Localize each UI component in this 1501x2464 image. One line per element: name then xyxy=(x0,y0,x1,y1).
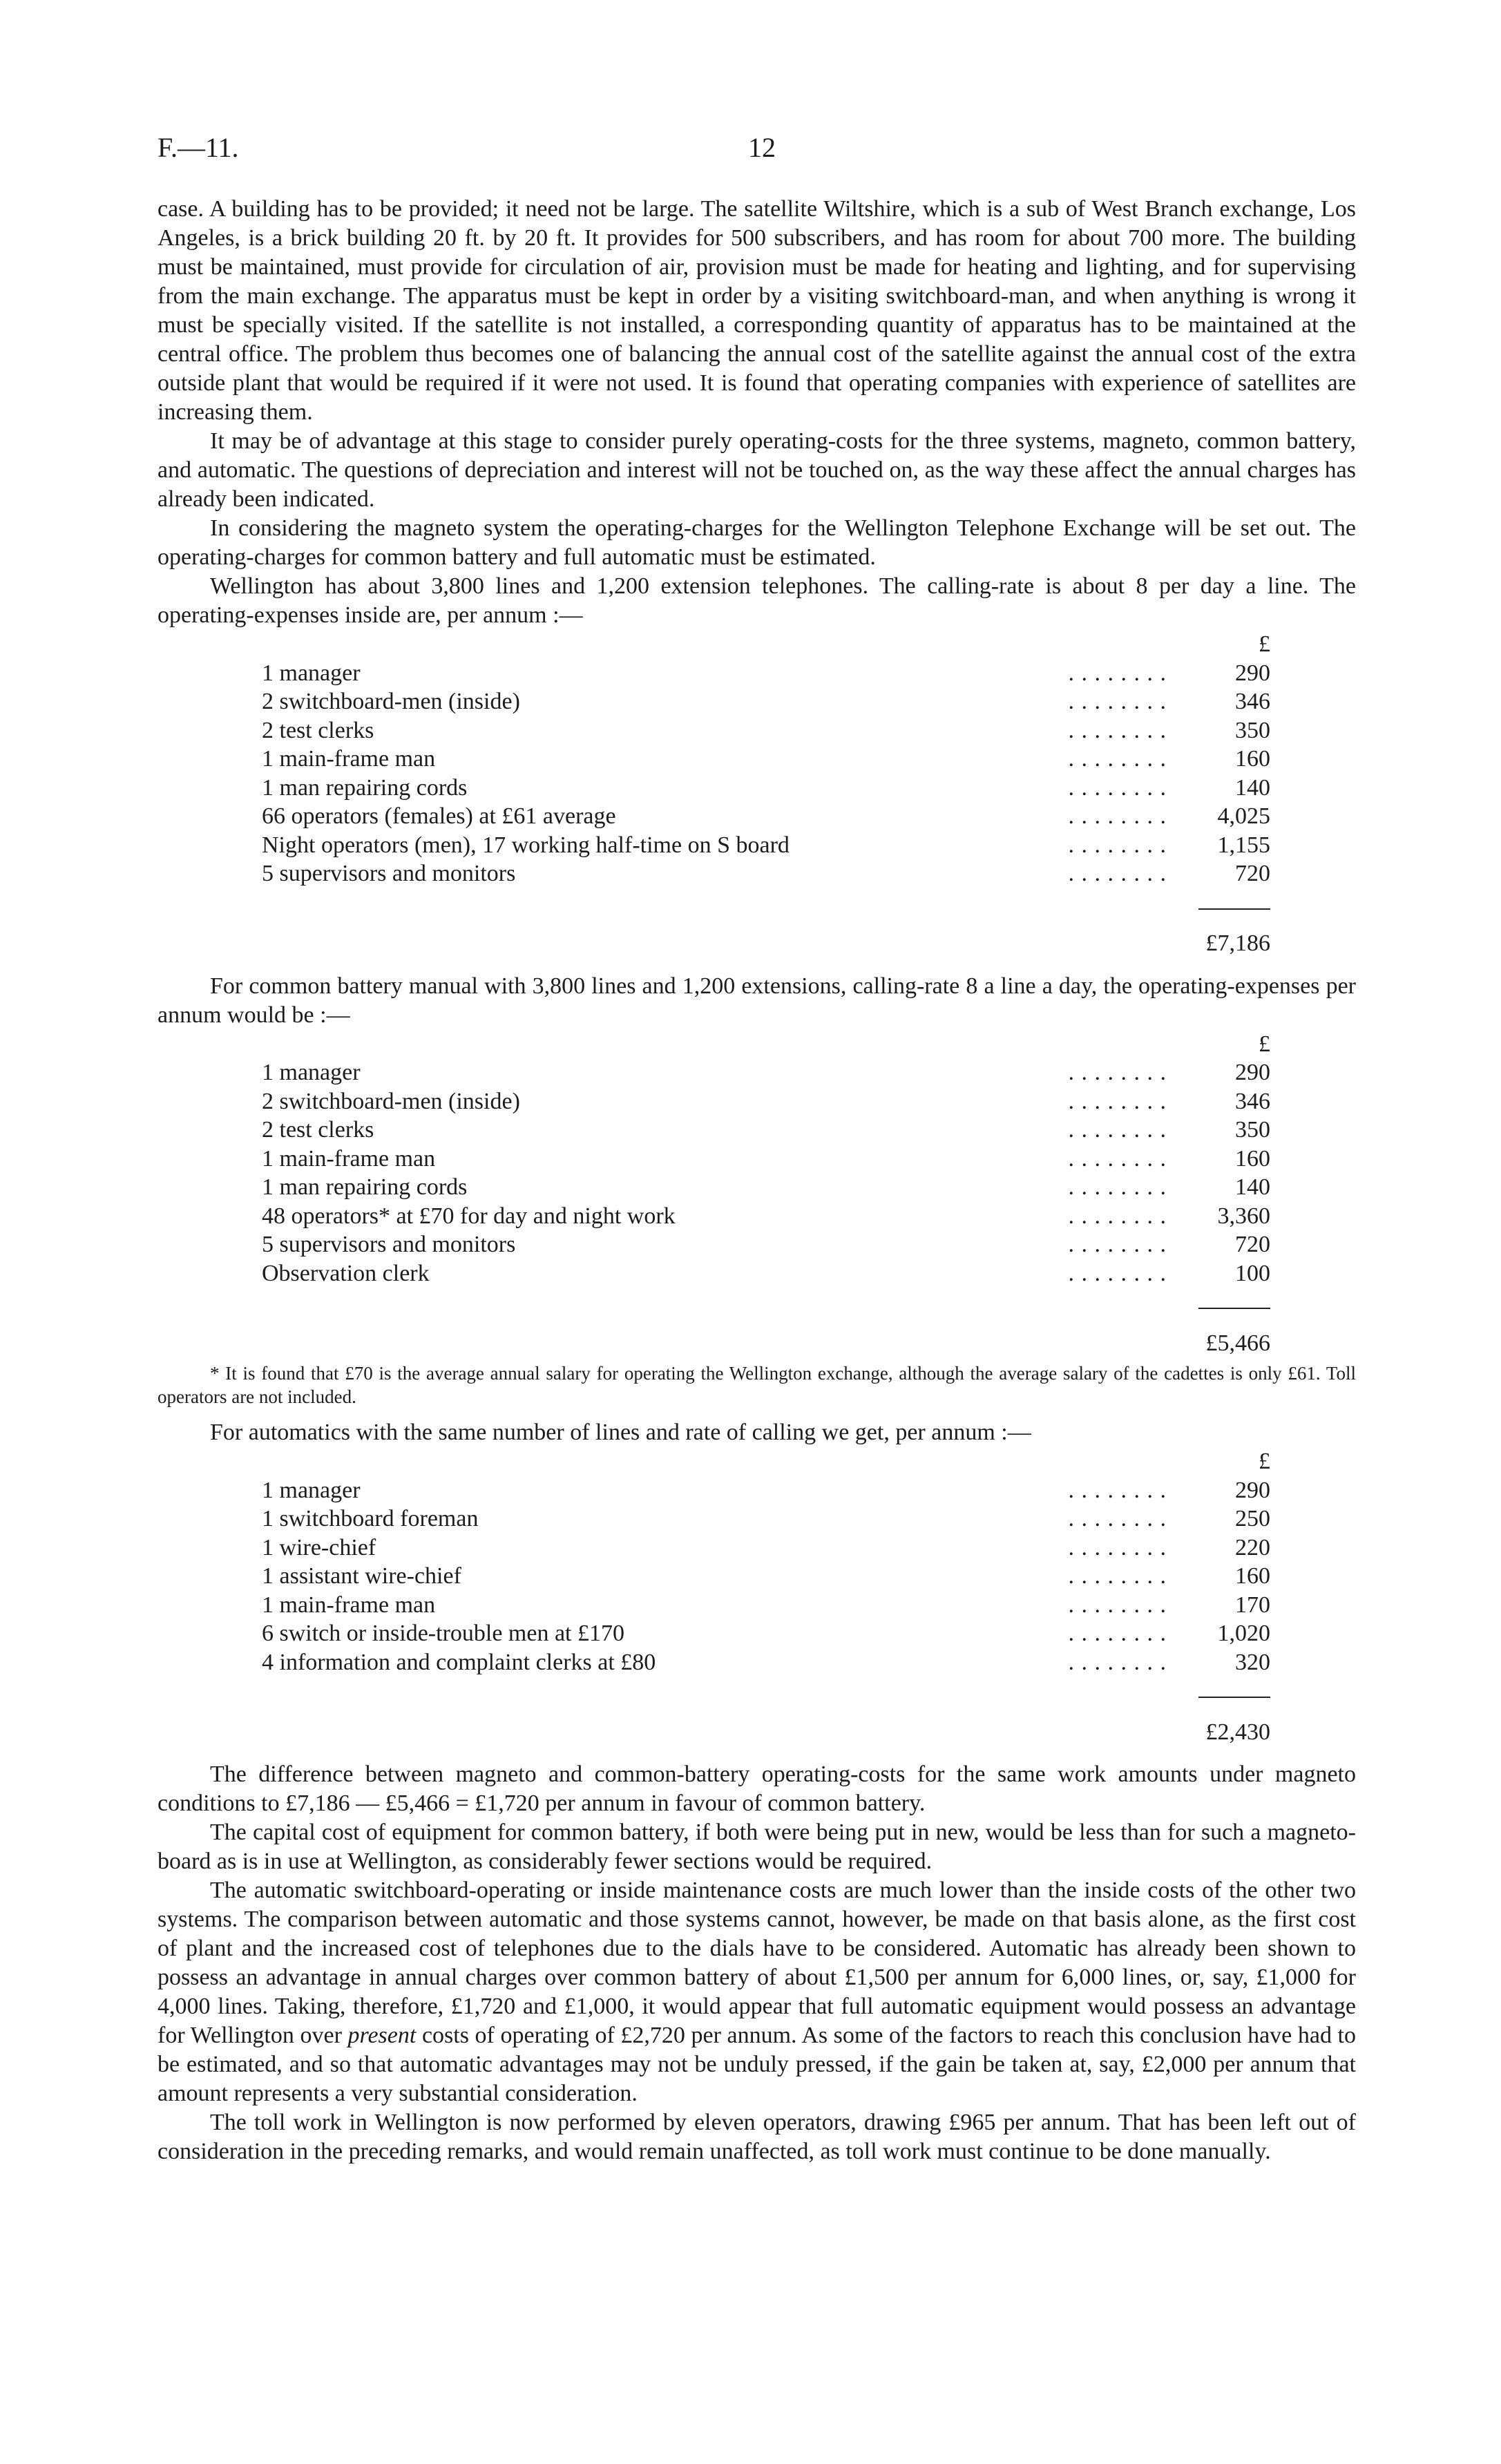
leader-dots: . . . . . . . . xyxy=(1068,803,1167,830)
leader-dots: . . . . . . . . xyxy=(1068,1060,1167,1086)
leader-dots: . . . . . . . . xyxy=(1068,1203,1167,1229)
paragraph-satellite: case. A building has to be provided; it need not be large. The satellite Wiltshire, which is a sub of West Branch exchange, Los Angeles, is a brick building 20 ft. by 20 ft. It provides for 500 subscribers, and has room for about 700 more. The building must be maintained, must provide for circulation of air, provision must be made for heating and lighting, and for supervising from the main exchange. The apparatus must be kept in order by a visiting switchboard-man, and when anything is wrong it must be specially visited. If the satellite is not installed, a corresponding quantity of apparatus has to be maintained at the central office. The problem thus becomes one of balancing the annual cost of the satellite against the annual cost of the extra outside plant that would be required if it were not used. It is found that operating companies with experience of satellites are increasing them. xyxy=(157,196,1356,425)
row-amount: 3,360 xyxy=(1217,1203,1270,1229)
paragraph-toll-work: The toll work in Wellington is now performed by eleven operators, drawing £965 per annum. That has been left out of consideration in the preceding remarks, and would remain unaffected, as toll work must continue to be done manually. xyxy=(157,2110,1356,2164)
row-amount: 140 xyxy=(1235,1174,1270,1201)
paragraph-automatic-part-1: The automatic switchboard-operating or inside maintenance costs are much lower than the inside costs of the other two systems. The comparison between automatic and those systems cannot, however, be made on that basis alone, as the first cost of plant and the increased cost of telephones due to the dials have to be considered. Automatic has already been shown to possess an advantage in annual charges over common battery of about £1,500 per annum for 6,000 lines, or, say, £1,000 for 4,000 lines. Taking, therefore, £1,720 and £1,000, it would appear that full automatic equipment would possess an advantage for Wellington over xyxy=(157,1878,1356,2048)
paragraph-capital-cost: The capital cost of equipment for common battery, if both were being put in new, would be less than for such a magneto-board as is in use at Wellington, as considerably fewer sections would be required. xyxy=(157,1820,1356,1874)
row-label: 1 manager xyxy=(262,1477,361,1503)
paragraph-magneto-intro: In considering the magneto system the operating-charges for the Wellington Telephone Exchange will be set out. The operating-charges for common battery and full automatic must be estimated. xyxy=(157,515,1356,570)
table-row xyxy=(262,1173,1270,1202)
row-amount: 160 xyxy=(1235,746,1270,772)
paragraph-automatic-part-2: costs of operating of £2,720 per annum. As some of the factors to reach this conclusion have had to be estimated, and so that automatic advantages may not be unduly pressed, if the gain be taken at, say, £2,000 per annum that amount represents a very substantial consideration. xyxy=(157,2023,1357,2106)
leader-dots: . . . . . . . . xyxy=(1068,660,1167,686)
row-amount: 100 xyxy=(1235,1260,1270,1286)
leader-dots: . . . . . . . . xyxy=(1068,1174,1167,1201)
currency-header-row xyxy=(262,1030,1270,1059)
row-amount: 290 xyxy=(1235,1060,1270,1086)
currency-symbol: £ xyxy=(1259,1031,1270,1057)
row-label: 5 supervisors and monitors xyxy=(262,1232,516,1258)
row-amount: 350 xyxy=(1235,717,1270,743)
table-row xyxy=(262,831,1270,860)
row-label: Night operators (men), 17 working half-time on S board xyxy=(262,832,790,858)
row-label: 1 wire-chief xyxy=(262,1534,376,1560)
row-amount: 220 xyxy=(1235,1534,1270,1560)
leader-dots: . . . . . . . . xyxy=(1068,1563,1167,1589)
table-row xyxy=(262,1505,1270,1534)
leader-dots: . . . . . . . . xyxy=(1068,861,1167,887)
row-label: Observation clerk xyxy=(262,1260,430,1286)
row-amount: 140 xyxy=(1235,774,1270,801)
row-label: 48 operators* at £70 for day and night work xyxy=(262,1203,676,1229)
paragraph-wellington-lines: Wellington has about 3,800 lines and 1,200 extension telephones. The calling-rate is about 8 per day a line. The operating-expenses inside are, per annum :— xyxy=(157,573,1356,628)
table-row xyxy=(262,1116,1270,1145)
row-label: 2 test clerks xyxy=(262,1117,374,1143)
leader-dots: . . . . . . . . xyxy=(1068,832,1167,858)
table-row xyxy=(262,1202,1270,1231)
row-amount: 290 xyxy=(1235,660,1270,686)
magneto-total: £7,186 xyxy=(1205,930,1270,957)
table-row xyxy=(262,1534,1270,1563)
common-battery-total: £5,466 xyxy=(1205,1330,1270,1356)
leader-dots: . . . . . . . . xyxy=(1068,1477,1167,1503)
leader-dots: . . . . . . . . xyxy=(1068,1088,1167,1114)
row-label: 1 man repairing cords xyxy=(262,1174,468,1201)
body-text xyxy=(157,195,1356,2166)
table-row xyxy=(262,687,1270,716)
paragraph-magneto-vs-common-battery: The difference between magneto and common-battery operating-costs for the same work amounts under magneto conditions to £7,186 — £5,466 = £1,720 per annum in favour of common battery. xyxy=(157,1761,1356,1816)
emphasis-present: present xyxy=(347,2023,417,2048)
rule-row xyxy=(262,888,1270,917)
row-amount: 346 xyxy=(1235,689,1270,715)
row-amount: 170 xyxy=(1235,1592,1270,1618)
table-row xyxy=(262,1230,1270,1259)
leader-dots: . . . . . . . . xyxy=(1068,774,1167,801)
table-row xyxy=(262,1259,1270,1288)
leader-dots: . . . . . . . . xyxy=(1068,1621,1167,1647)
leader-dots: . . . . . . . . xyxy=(1068,1534,1167,1560)
row-amount: 720 xyxy=(1235,1232,1270,1258)
leader-dots: . . . . . . . . xyxy=(1068,1232,1167,1258)
footnote: * It is found that £70 is the average annual salary for operating the Wellington exchange, although the average salary of the cadettes is only £61. Toll operators are not included. xyxy=(157,1363,1356,1407)
leader-dots: . . . . . . . . xyxy=(1068,1592,1167,1618)
row-label: 66 operators (females) at £61 average xyxy=(262,803,616,830)
leader-dots: . . . . . . . . xyxy=(1068,1260,1167,1286)
total-row xyxy=(262,917,1270,958)
row-amount: 346 xyxy=(1235,1088,1270,1114)
table-row xyxy=(262,1619,1270,1648)
row-amount: 1,155 xyxy=(1217,832,1270,858)
leader-dots: . . . . . . . . xyxy=(1068,717,1167,743)
currency-symbol: £ xyxy=(1259,631,1270,658)
rule-row xyxy=(262,1677,1270,1706)
currency-header-row xyxy=(262,630,1270,659)
page-number: 12 xyxy=(748,132,776,163)
table-row xyxy=(262,659,1270,688)
row-amount: 160 xyxy=(1235,1145,1270,1172)
table-row xyxy=(262,1145,1270,1174)
leader-dots: . . . . . . . . xyxy=(1068,1649,1167,1675)
page-header xyxy=(157,131,1366,173)
table-row xyxy=(262,774,1270,803)
row-amount: 250 xyxy=(1235,1506,1270,1532)
leader-dots: . . . . . . . . xyxy=(1068,689,1167,715)
table-row xyxy=(262,1562,1270,1591)
paragraph-operating-costs: It may be of advantage at this stage to consider purely operating-costs for the three systems, magneto, common battery, and automatic. The questions of depreciation and interest will not be touched on, as the way these affect the annual charges has already been indicated. xyxy=(157,428,1356,512)
magneto-expenses-table xyxy=(262,630,1270,958)
table-row xyxy=(262,716,1270,745)
row-amount: 4,025 xyxy=(1217,803,1270,830)
row-amount: 1,020 xyxy=(1217,1621,1270,1647)
paragraph-automatic-intro: For automatics with the same number of lines and rate of calling we get, per annum :— xyxy=(210,1420,1031,1445)
common-battery-expenses-table xyxy=(262,1030,1270,1358)
row-label: 4 information and complaint clerks at £80 xyxy=(262,1649,656,1675)
total-rule xyxy=(1198,908,1270,910)
row-label: 1 main-frame man xyxy=(262,1145,436,1172)
leader-dots: . . . . . . . . xyxy=(1068,1117,1167,1143)
row-label: 1 switchboard foreman xyxy=(262,1506,479,1532)
document-reference: F.—11. xyxy=(157,132,239,163)
leader-dots: . . . . . . . . xyxy=(1068,1506,1167,1532)
table-row xyxy=(262,1476,1270,1505)
row-amount: 350 xyxy=(1235,1117,1270,1143)
row-label: 1 assistant wire-chief xyxy=(262,1563,461,1589)
total-rule xyxy=(1198,1308,1270,1309)
rule-row xyxy=(262,1288,1270,1317)
row-amount: 320 xyxy=(1235,1649,1270,1675)
total-row xyxy=(262,1706,1270,1747)
currency-symbol: £ xyxy=(1259,1449,1270,1475)
leader-dots: . . . . . . . . xyxy=(1068,1145,1167,1172)
row-label: 1 manager xyxy=(262,1060,361,1086)
table-row xyxy=(262,859,1270,888)
table-row xyxy=(262,802,1270,831)
leader-dots: . . . . . . . . xyxy=(1068,746,1167,772)
row-label: 5 supervisors and monitors xyxy=(262,861,516,887)
row-label: 1 main-frame man xyxy=(262,746,436,772)
paragraph-common-battery-intro: For common battery manual with 3,800 lines and 1,200 extensions, calling-rate 8 a line a day, the operating-expenses per annum would be :— xyxy=(157,973,1356,1028)
automatic-expenses-table xyxy=(262,1447,1270,1746)
row-label: 1 man repairing cords xyxy=(262,774,468,801)
total-row xyxy=(262,1317,1270,1358)
automatic-total: £2,430 xyxy=(1205,1719,1270,1745)
row-label: 2 switchboard-men (inside) xyxy=(262,1088,520,1114)
table-row xyxy=(262,745,1270,774)
table-row xyxy=(262,1591,1270,1620)
row-label: 1 main-frame man xyxy=(262,1592,436,1618)
total-rule xyxy=(1198,1697,1270,1698)
row-label: 1 manager xyxy=(262,660,361,686)
row-label: 2 test clerks xyxy=(262,717,374,743)
row-amount: 290 xyxy=(1235,1477,1270,1503)
table-row xyxy=(262,1058,1270,1087)
row-label: 6 switch or inside-trouble men at £170 xyxy=(262,1621,625,1647)
table-row xyxy=(262,1648,1270,1677)
table-row xyxy=(262,1087,1270,1116)
currency-header-row xyxy=(262,1447,1270,1476)
row-amount: 160 xyxy=(1235,1563,1270,1589)
row-label: 2 switchboard-men (inside) xyxy=(262,689,520,715)
paragraph-automatic-comparison xyxy=(157,1876,1356,2108)
row-amount: 720 xyxy=(1235,861,1270,887)
